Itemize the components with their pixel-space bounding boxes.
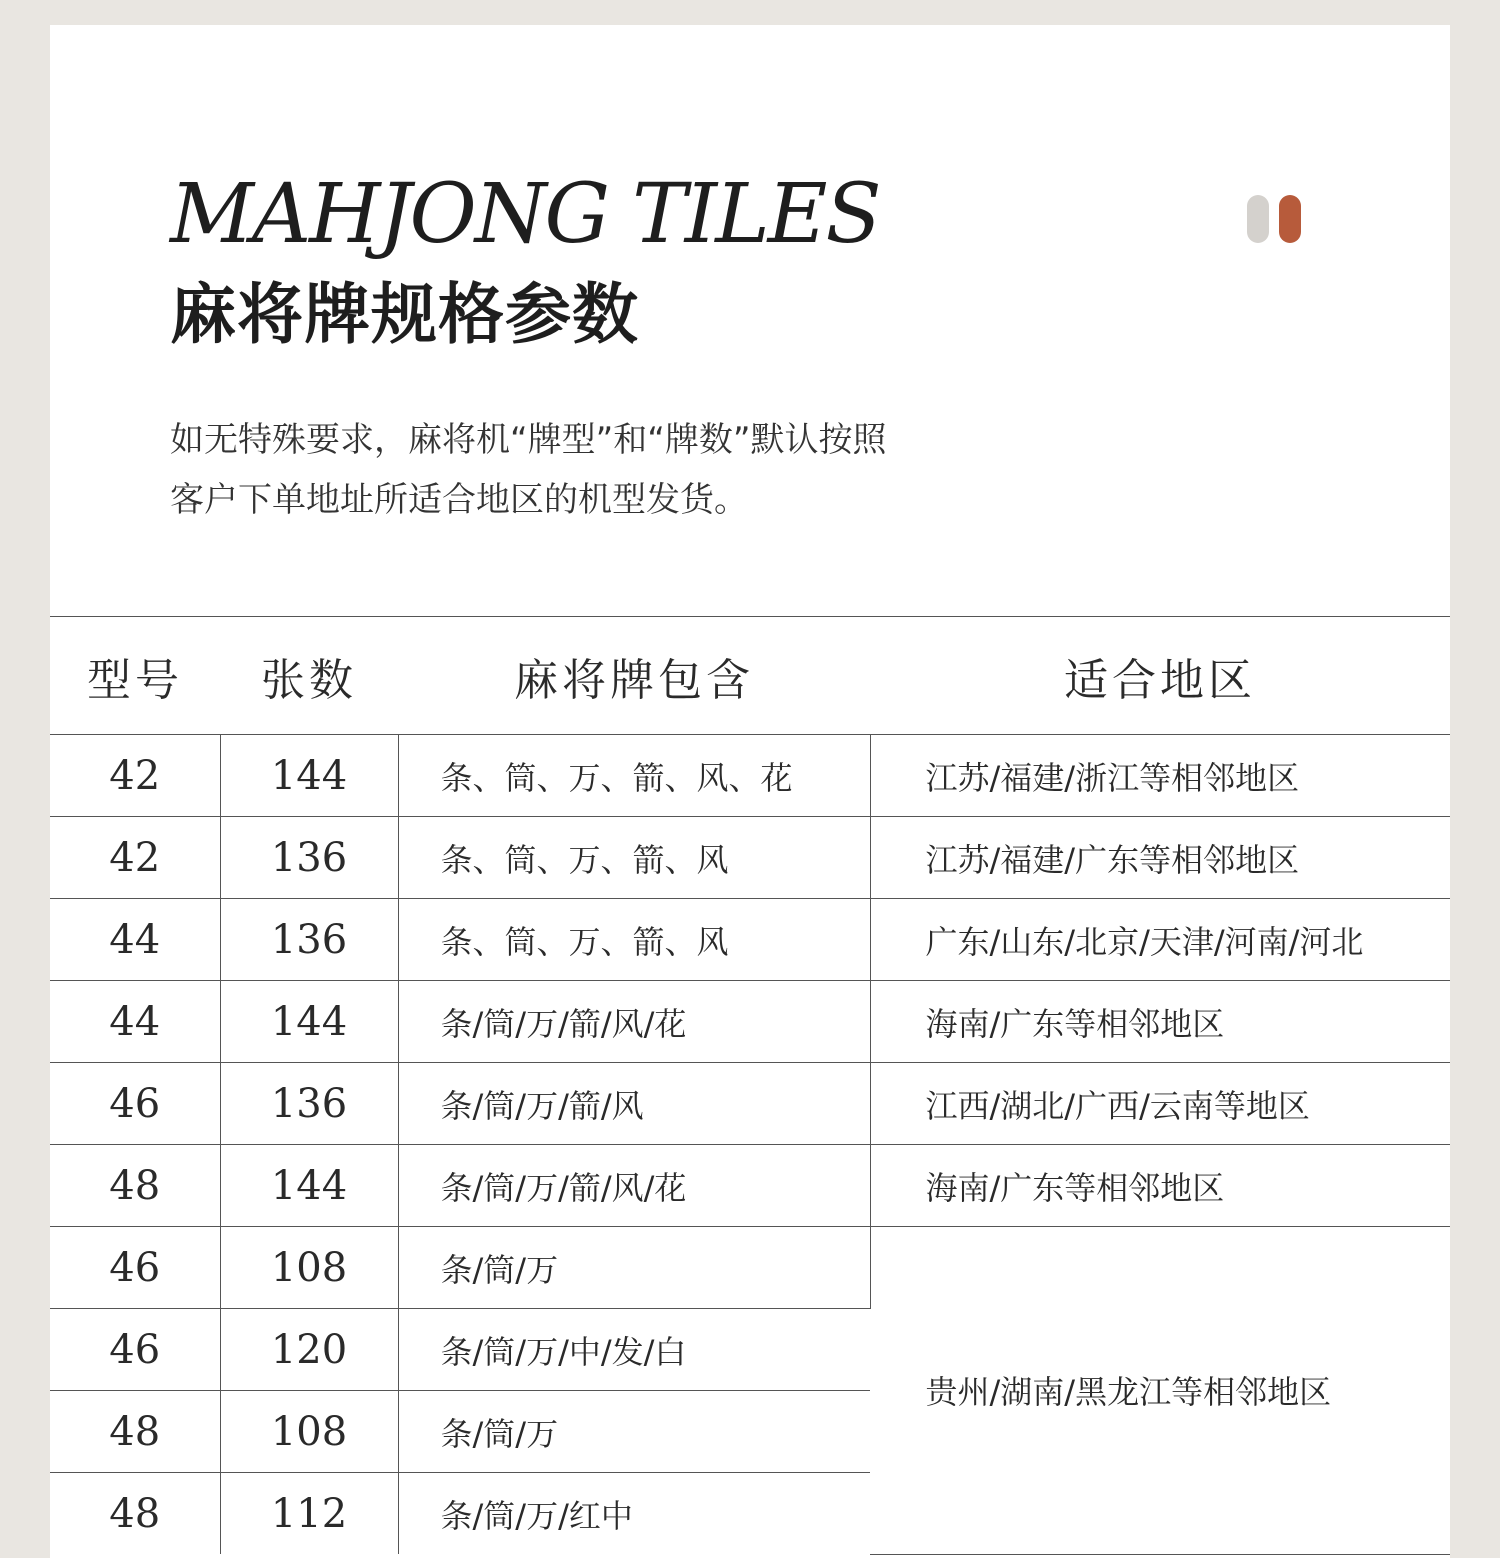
cell-region: 海南/广东等相邻地区 [870,981,1450,1063]
cell-model: 48 [50,1145,220,1227]
page-title: 麻将牌规格参数 [170,276,639,353]
cell-region: 江苏/福建/广东等相邻地区 [870,817,1450,899]
cell-model: 46 [50,1227,220,1309]
spec-table-wrapper [50,616,1450,1555]
cell-model: 42 [50,817,220,899]
cell-region-merged: 贵州/湖南/黑龙江等相邻地区 [870,1227,1450,1555]
cell-count: 144 [220,735,398,817]
cell-region: 江苏/福建/浙江等相邻地区 [870,735,1450,817]
cell-count: 112 [220,1473,398,1555]
cell-tiles: 条/筒/万/红中 [398,1473,870,1555]
cell-model: 46 [50,1063,220,1145]
description [170,410,1110,530]
cell-tiles: 条/筒/万 [398,1227,870,1309]
table-row [50,735,1450,817]
cell-region: 海南/广东等相邻地区 [870,1145,1450,1227]
cell-count: 136 [220,817,398,899]
cell-count: 144 [220,981,398,1063]
table-row [50,981,1450,1063]
cell-model: 46 [50,1309,220,1391]
header-count: 张数 [220,617,398,735]
decorative-pill-light [1247,195,1269,243]
cell-tiles: 条、筒、万、箭、风、花 [398,735,870,817]
cell-count: 120 [220,1309,398,1391]
header-tiles: 麻将牌包含 [398,617,870,735]
cell-count: 136 [220,899,398,981]
table-row [50,1145,1450,1227]
description-line-2: 客户下单地址所适合地区的机型发货。 [170,480,748,520]
cell-count: 136 [220,1063,398,1145]
cell-count: 144 [220,1145,398,1227]
cell-count: 108 [220,1227,398,1309]
cell-tiles: 条/筒/万 [398,1391,870,1473]
cell-count: 108 [220,1391,398,1473]
cell-model: 48 [50,1473,220,1555]
table-header-row [50,617,1450,735]
table-row [50,817,1450,899]
table-row [50,1063,1450,1145]
cell-model: 44 [50,899,220,981]
decorative-pill-accent [1279,195,1301,243]
header-model: 型号 [50,617,220,735]
english-title: MAHJONG TILES [170,167,880,262]
table-row [50,899,1450,981]
cell-model: 42 [50,735,220,817]
cell-tiles: 条、筒、万、箭、风 [398,899,870,981]
cell-model: 48 [50,1391,220,1473]
spec-card [50,25,1450,1558]
cell-tiles: 条/筒/万/箭/风/花 [398,981,870,1063]
cell-model: 44 [50,981,220,1063]
cell-tiles: 条、筒、万、箭、风 [398,817,870,899]
spec-table [50,616,1450,1555]
description-line-1: 如无特殊要求，麻将机“牌型”和“牌数”默认按照 [170,420,887,460]
header-region: 适合地区 [870,617,1450,735]
cell-tiles: 条/筒/万/中/发/白 [398,1309,870,1391]
cell-region: 广东/山东/北京/天津/河南/河北 [870,899,1450,981]
cell-tiles: 条/筒/万/箭/风 [398,1063,870,1145]
cell-region: 江西/湖北/广西/云南等地区 [870,1063,1450,1145]
table-row [50,1227,1450,1309]
cell-tiles: 条/筒/万/箭/风/花 [398,1145,870,1227]
